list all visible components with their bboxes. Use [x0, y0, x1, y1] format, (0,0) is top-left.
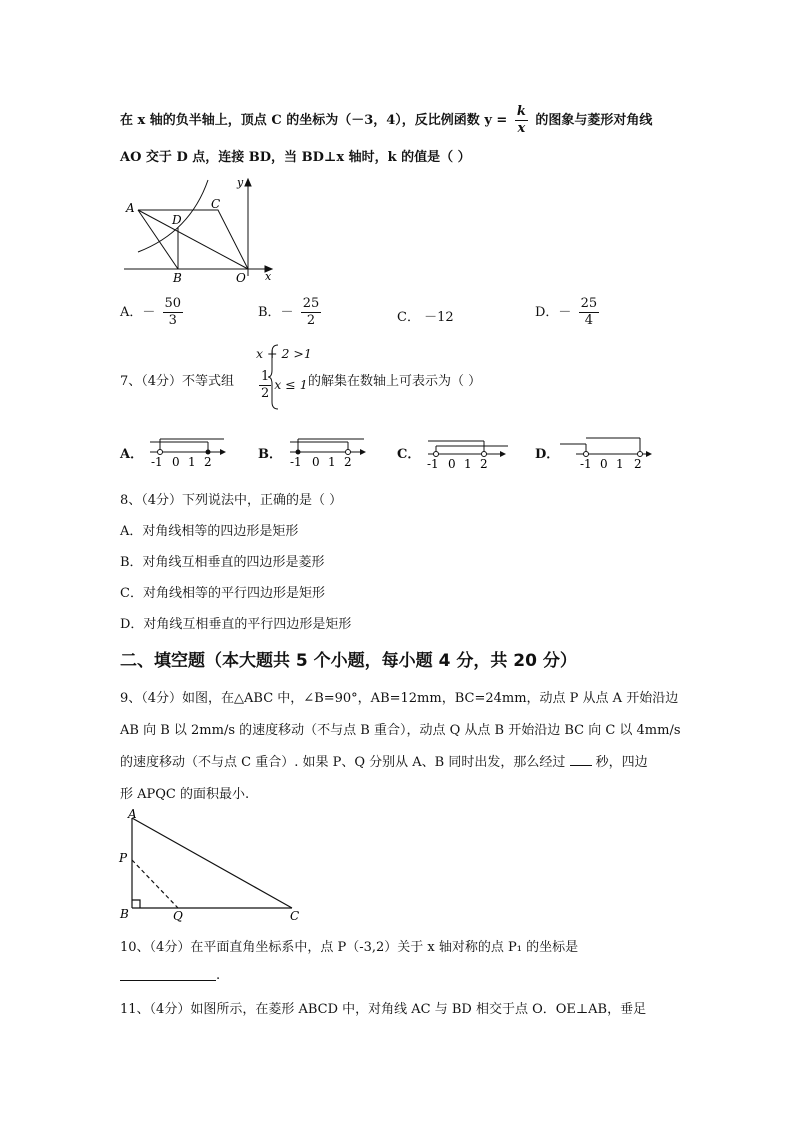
q9-triangle-figure: [116, 806, 306, 922]
q6-option-a[interactable]: [120, 296, 186, 329]
q6-line1-b: 的图象与菱形对角线: [535, 113, 653, 128]
label-x: x: [265, 270, 272, 283]
q8-option-b[interactable]: B．对角线互相垂直的四边形是菱形: [120, 555, 325, 570]
q11-line1: 11、（4分）如图所示，在菱形 ABCD 中，对角线 AC 与 BD 相交于点 O．OE⊥AB，垂足: [120, 1002, 647, 1017]
label-A: A: [128, 807, 137, 821]
q7-d-tick-neg1: -1: [580, 457, 592, 471]
q7-c-tick-neg1: -1: [427, 457, 439, 471]
label-C: C: [290, 909, 300, 922]
q6-option-b-den: 2: [306, 313, 316, 328]
q7-d-tick-0: 0: [600, 457, 608, 471]
q10-answer-blank[interactable]: [120, 980, 216, 981]
q7-option-c-numberline[interactable]: [424, 436, 514, 472]
q9-line3: [120, 751, 648, 770]
q7-option-a-letter[interactable]: A．: [120, 447, 144, 462]
q6-option-a-letter: A．－: [120, 305, 156, 320]
q6-option-c-letter: C．: [397, 310, 420, 325]
q7-b-tick-2: 2: [344, 455, 352, 468]
q8-option-c[interactable]: C．对角线相等的平行四边形是矩形: [120, 586, 325, 601]
label-O: O: [236, 271, 246, 284]
segment-PQ-dashed: [132, 860, 178, 908]
q7-c-tick-1: 1: [464, 457, 472, 471]
q7-d-tick-1: 1: [616, 457, 624, 471]
q9-answer-blank[interactable]: [570, 753, 592, 766]
q7-option-b-letter[interactable]: B．: [258, 447, 282, 462]
q7-option-d-letter[interactable]: D．: [535, 447, 560, 462]
label-P: P: [119, 851, 128, 865]
q6-line2: AO 交于 D 点，连接 BD，当 BD⊥x 轴时，k 的值是（ ）: [120, 150, 471, 165]
q7-a-tick-1: 1: [188, 455, 196, 468]
label-Q: Q: [173, 909, 183, 922]
q9-line3-b: 秒，四边: [595, 755, 648, 770]
right-angle-mark: [132, 900, 140, 908]
q9-line1: 9、（4分）如图，在△ABC 中，∠B=90°，AB=12mm，BC=24mm，动点 P 从点 A 开始沿边: [120, 691, 679, 706]
q6-option-c[interactable]: [397, 306, 454, 325]
q6-option-b-letter: B．－: [258, 305, 294, 320]
q6-frac-num: k: [516, 104, 526, 119]
q7-a-tick-2: 2: [204, 455, 212, 468]
q6-option-c-text: －12: [424, 310, 454, 325]
section-2-title: 二、填空题（本大题共 5 个小题，每小题 4 分，共 20 分）: [120, 651, 577, 671]
q10-line2-end: .: [216, 968, 221, 983]
q6-option-b-num: 25: [302, 296, 320, 311]
q8-option-d[interactable]: D．对角线互相垂直的平行四边形是矩形: [120, 617, 352, 632]
label-C: C: [211, 197, 221, 211]
q7-c-tick-2: 2: [480, 457, 488, 471]
q6-option-b[interactable]: [258, 296, 324, 329]
q7-option-a-numberline[interactable]: [146, 436, 228, 468]
q7-option-d-numberline[interactable]: [558, 434, 656, 472]
label-B: B: [173, 271, 182, 284]
q7-c-tick-0: 0: [448, 457, 456, 471]
label-A: A: [126, 201, 135, 215]
q7-a-tick-neg1: -1: [151, 455, 163, 468]
q9-line4: 形 APQC 的面积最小.: [120, 787, 250, 802]
q9-line3-a: 的速度移动（不与点 C 重合）. 如果 P、Q 分别从 A、B 同时出发，那么经过: [120, 755, 566, 770]
q7-inequality-2: [256, 369, 308, 402]
q6-option-d[interactable]: [535, 296, 602, 329]
q6-option-d-den: 4: [584, 313, 593, 328]
q6-fraction-k-over-x: [515, 104, 528, 137]
q7-option-b-numberline[interactable]: [286, 436, 368, 468]
q6-option-d-letter: D．－: [535, 305, 572, 320]
q7-d-tick-2: 2: [634, 457, 642, 471]
diagonal-AO: [138, 210, 248, 269]
label-B: B: [120, 907, 129, 921]
q7-ineq2-rest: x ≤ 1: [274, 377, 308, 392]
q7-b-tick-0: 0: [312, 455, 320, 468]
q8-option-a[interactable]: A．对角线相等的四边形是矩形: [120, 524, 299, 539]
q6-line1-a: 在 x 轴的负半轴上，顶点 C 的坐标为（－3，4），反比例函数 y =: [120, 113, 508, 128]
side-AC: [132, 818, 292, 908]
q6-option-a-den: 3: [168, 313, 177, 328]
q6-option-a-num: 50: [164, 296, 182, 311]
q9-line2: AB 向 B 以 2mm/s 的速度移动（不与点 B 重合），动点 Q 从点 B 开始沿边 BC 向 C 以 4mm/s: [120, 723, 681, 738]
q6-line1: [120, 104, 652, 137]
q7-prefix: 7、（4分）不等式组: [120, 374, 235, 389]
q7-b-tick-1: 1: [328, 455, 336, 468]
q7-ineq2-num: 1: [261, 369, 270, 384]
q6-option-d-num: 25: [580, 296, 598, 311]
q7-option-c-letter[interactable]: C．: [397, 447, 421, 462]
q7-inequality-1: x + 2 >1: [256, 346, 312, 361]
q7-suffix: 的解集在数轴上可表示为（ ）: [308, 374, 482, 389]
q6-rhombus-figure: [120, 172, 280, 284]
q10-line1: 10、（4分）在平面直角坐标系中，点 P（-3,2）关于 x 轴对称的点 P₁ 的坐标是: [120, 940, 579, 955]
q7-a-tick-0: 0: [172, 455, 180, 468]
label-D: D: [172, 213, 182, 227]
q7-ineq2-den: 2: [261, 386, 270, 401]
label-y: y: [237, 176, 244, 189]
y-axis-arrow-icon: [245, 179, 251, 186]
q6-frac-den: x: [517, 121, 526, 136]
q8-stem: 8、（4分）下列说法中，正确的是（ ）: [120, 493, 343, 508]
q7-b-tick-neg1: -1: [290, 455, 302, 468]
